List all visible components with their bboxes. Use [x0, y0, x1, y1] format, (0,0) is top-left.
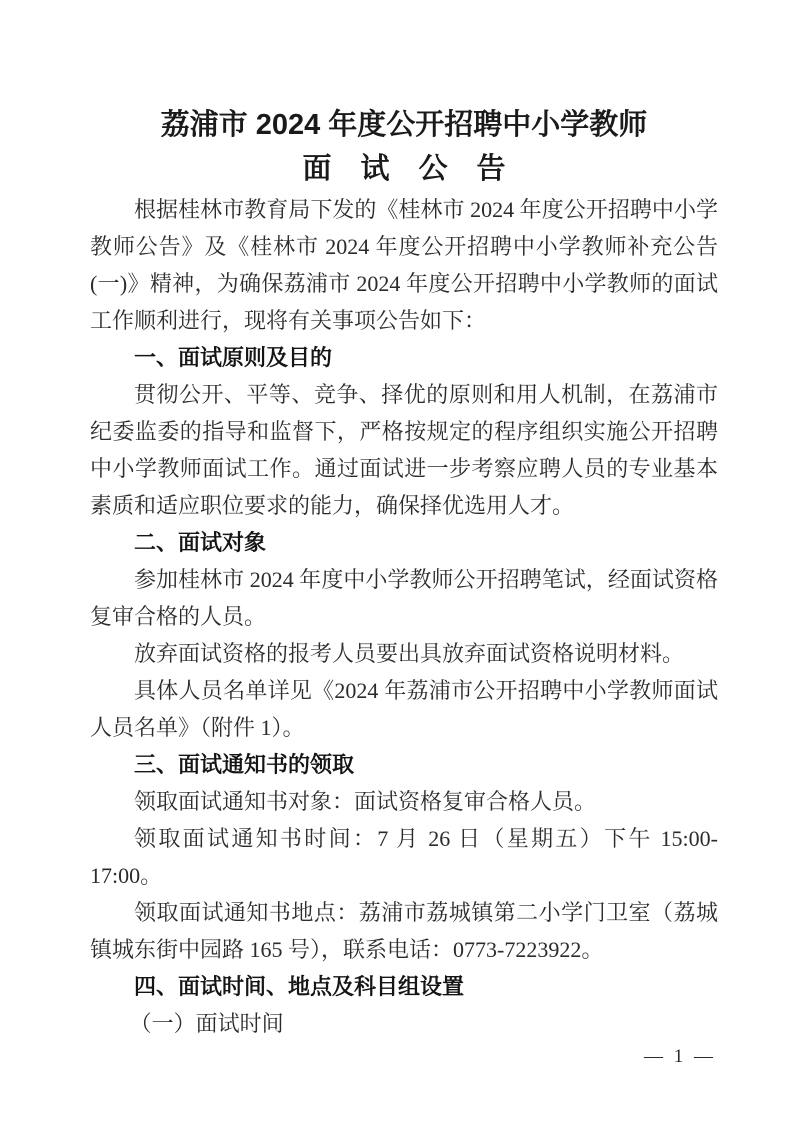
section-2-paragraph-2: 放弃面试资格的报考人员要出具放弃面试资格说明材料。	[134, 641, 685, 666]
section-2-paragraph-1: 参加桂林市 2024 年度中小学教师公开招聘笔试，经面试资格复审合格的人员。	[90, 567, 718, 629]
document-content	[90, 0, 718, 1042]
section-3-paragraph-2: 领取面试通知书时间：7 月 26 日（星期五）下午 15:00-17:00。	[90, 826, 718, 888]
section-3-heading: 三、面试通知书的领取	[134, 752, 355, 777]
intro-paragraph: 根据桂林市教育局下发的《桂林市 2024 年度公开招聘中小学教师公告》及《桂林市 2024 年度公开招聘中小学教师补充公告(一)》精神，为确保荔浦市 2024 年度公开招聘中小学教师的面试工作顺利进行，现将有关事项公告如下：	[90, 197, 718, 333]
section-1-heading: 一、面试原则及目的	[134, 345, 333, 370]
page-number: — 1 —	[644, 1046, 716, 1067]
section-4-subheading: （一）面试时间	[129, 1011, 284, 1036]
title-line-1: 荔浦市 2024 年度公开招聘中小学教师	[160, 109, 648, 141]
title-line-2: 面 试 公 告	[302, 153, 506, 185]
section-3-paragraph-3: 领取面试通知书地点：荔浦市荔城镇第二小学门卫室（荔城镇城东街中园路 165 号），联系电话：0773-7223922。	[90, 900, 718, 962]
section-2-heading: 二、面试对象	[134, 530, 267, 555]
section-1-paragraph-1: 贯彻公开、平等、竞争、择优的原则和用人机制，在荔浦市纪委监委的指导和监督下，严格按规定的程序组织实施公开招聘中小学教师面试工作。通过面试进一步考察应聘人员的专业基本素质和适应职位要求的能力，确保择优选用人才。	[90, 382, 718, 518]
section-3-paragraph-1: 领取面试通知书对象：面试资格复审合格人员。	[134, 789, 597, 814]
section-4-heading: 四、面试时间、地点及科目组设置	[134, 974, 465, 999]
document-title	[90, 103, 718, 191]
section-2-paragraph-3: 具体人员名单详见《2024 年荔浦市公开招聘中小学教师面试人员名单》（附件 1）。	[90, 678, 718, 740]
